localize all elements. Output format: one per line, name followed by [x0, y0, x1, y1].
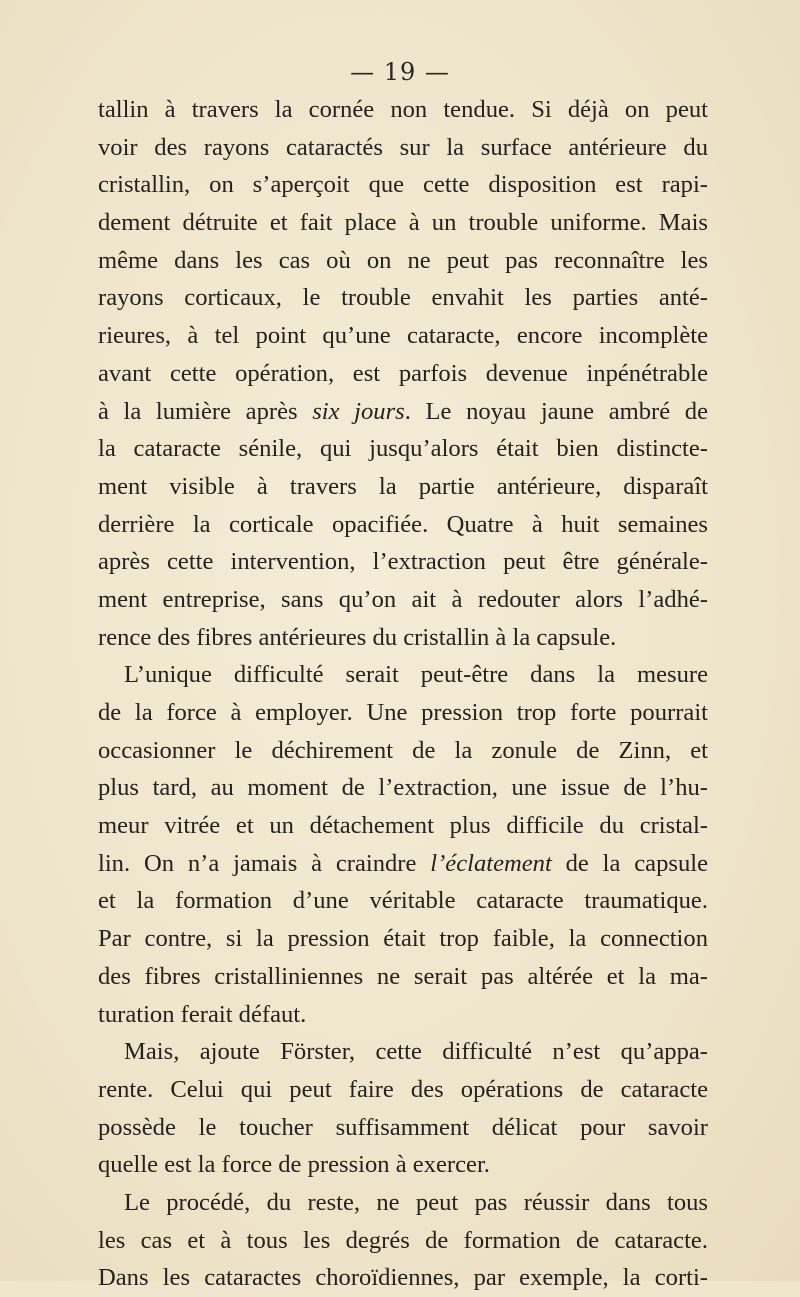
body-text [98, 91, 708, 1297]
text-line: ment visible à travers la partie antérieure, disparaît [98, 472, 708, 500]
text-line: Dans les cataractes choroïdiennes, par exemple, la corti- [98, 1264, 708, 1292]
text-line: les cas et à tous les degrés de formation de cataracte. [98, 1226, 708, 1254]
text-line: même dans les cas où on ne peut pas reconnaître les [98, 246, 708, 274]
text-line: et la formation d’une véritable cataracte traumatique. [98, 887, 708, 915]
emphasized-text: l’éclatement [430, 849, 552, 877]
text-line: avant cette opération, est parfois devenue inpénétrable [98, 359, 708, 387]
text-line: tallin à travers la cornée non tendue. Si déjà on peut [98, 96, 708, 123]
text-line: quelle est la force de pression à exercer. [98, 1151, 490, 1179]
text-line: rieures, à tel point qu’une cataracte, encore incomplète [98, 322, 708, 350]
text-line: meur vitrée et un détachement plus difficile du cristal- [98, 812, 708, 840]
text-line: occasionner le déchirement de la zonule de Zinn, et [98, 736, 708, 764]
text-line: de la force à employer. Une pression trop forte pourrait [98, 699, 708, 726]
text-line: dement détruite et fait place à un trouble uniforme. Mais [98, 209, 708, 237]
text-line: turation ferait défaut. [98, 1000, 307, 1028]
text-line: des fibres cristalliniennes ne serait pas altérée et la ma- [98, 962, 708, 990]
text-segment: lin. On n’a jamais à craindre [98, 849, 431, 877]
text-line: après cette intervention, l’extraction peut être générale- [98, 548, 708, 576]
text-line: Par contre, si la pression était trop faible, la connection [98, 925, 708, 953]
text-line: rente. Celui qui peut faire des opérations de cataracte [98, 1075, 708, 1103]
text-line: possède le toucher suffisamment délicat pour savoir [98, 1113, 708, 1141]
page-number: — 19 — [350, 58, 450, 86]
text-segment: de la capsule [551, 849, 708, 877]
text-line [98, 845, 708, 883]
text-line: derrière la corticale opacifiée. Quatre à huit semaines [98, 510, 708, 538]
text-line: L’unique difficulté serait peut-être dans la mesure [124, 661, 708, 689]
text-line: voir des rayons cataractés sur la surface antérieure du [98, 133, 708, 161]
emphasized-text: six jours [312, 397, 405, 425]
text-segment: . Le noyau jaune ambré de [404, 397, 708, 425]
text-line: Le procédé, du reste, ne peut pas réussir dans tous [124, 1188, 708, 1216]
text-line [98, 393, 708, 431]
text-line: plus tard, au moment de l’extraction, une issue de l’hu- [98, 774, 708, 802]
text-line: rence des fibres antérieures du cristallin à la capsule. [98, 623, 617, 651]
text-line: Mais, ajoute Förster, cette difficulté n’est qu’appa- [124, 1038, 708, 1066]
text-line: rayons corticaux, le trouble envahit les parties anté- [98, 284, 708, 312]
text-line: la cataracte sénile, qui jusqu’alors était bien distincte- [98, 435, 708, 463]
text-line: cristallin, on s’aperçoit que cette disposition est rapi- [98, 171, 708, 199]
text-segment: à la lumière après [98, 397, 313, 425]
text-line: ment entreprise, sans qu’on ait à redouter alors l’adhé- [98, 585, 708, 613]
